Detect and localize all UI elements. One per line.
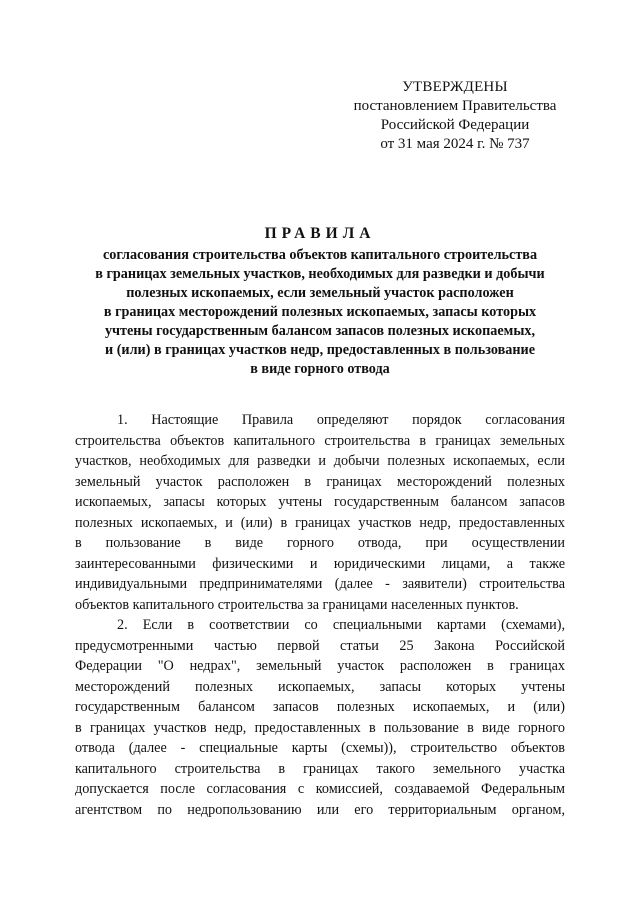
document-body: [75, 410, 565, 820]
paragraph-line: 1. Настоящие Правила определяют порядок согласования: [117, 412, 565, 428]
subtitle-line: в виде горного отвода: [250, 361, 390, 377]
subtitle-line: полезных ископаемых, если земельный участок расположен: [126, 285, 514, 301]
paragraph-line: Федерации "О недрах", земельный участок расположен в границах: [75, 658, 565, 674]
paragraph-line: земельный участок расположен в границах месторождений полезных: [75, 473, 565, 490]
paragraph-line: заинтересованными физическими и юридическими лицами, а также: [75, 555, 565, 572]
paragraph-line: 2. Если в соответствии со специальными картами (схемами),: [117, 617, 565, 633]
paragraph-line: месторождений полезных ископаемых, запасы которых учтены: [75, 678, 565, 695]
approval-stamp: [335, 78, 575, 154]
paragraph-line: отвода (далее - специальные карты (схемы)), строительство объектов: [75, 740, 565, 756]
approval-line: постановлением Правительства: [353, 98, 557, 114]
paragraph-line: индивидуальными предпринимателями (далее - заявители) строительства: [75, 576, 565, 592]
paragraph-2: [75, 615, 565, 820]
paragraph-line: участков, необходимых для разведки и добычи полезных ископаемых, если: [75, 453, 565, 469]
document-subtitle: [60, 246, 580, 379]
paragraph-line: полезных ископаемых, и (или) в границах участков недр, предоставленных: [75, 514, 565, 531]
document-title: ПРАВИЛА: [264, 225, 376, 242]
paragraph-line: объектов капитального строительства за границами населенных пунктов.: [75, 596, 519, 613]
paragraph-line: капитального строительства в границах такого земельного участка: [75, 760, 565, 777]
subtitle-line: в границах земельных участков, необходимых для разведки и добычи: [95, 266, 545, 282]
subtitle-line: учтены государственным балансом запасов полезных ископаемых,: [104, 323, 536, 339]
paragraph-line: ископаемых, запасы которых учтены государственным балансом запасов: [75, 494, 565, 510]
subtitle-line: и (или) в границах участков недр, предоставленных в пользование: [104, 342, 536, 358]
subtitle-line: в границах месторождений полезных ископаемых, запасы которых: [103, 304, 537, 320]
paragraph-line: строительства объектов капитального строительства в границах земельных: [75, 432, 565, 449]
paragraph-line: в пользование в виде горного отвода, при осуществлении: [75, 535, 565, 551]
paragraph-line: допускается после согласования с комиссией, создаваемой Федеральным: [75, 781, 565, 797]
paragraph-line: предусмотренными частью первой статьи 25 Закона Российской: [75, 637, 565, 654]
approval-line: Российской Федерации: [380, 117, 530, 133]
approval-line: от 31 мая 2024 г. № 737: [380, 136, 530, 152]
approval-heading: УТВЕРЖДЕНЫ: [402, 79, 508, 95]
paragraph-1: [75, 410, 565, 615]
paragraph-line: в границах участков недр, предоставленных в пользование в виде горного: [75, 719, 565, 736]
paragraph-line: агентством по недропользованию или его территориальным органом,: [75, 801, 565, 818]
subtitle-line: согласования строительства объектов капитального строительства: [102, 247, 538, 263]
paragraph-line: государственным балансом запасов полезных ископаемых, и (или): [75, 699, 565, 715]
